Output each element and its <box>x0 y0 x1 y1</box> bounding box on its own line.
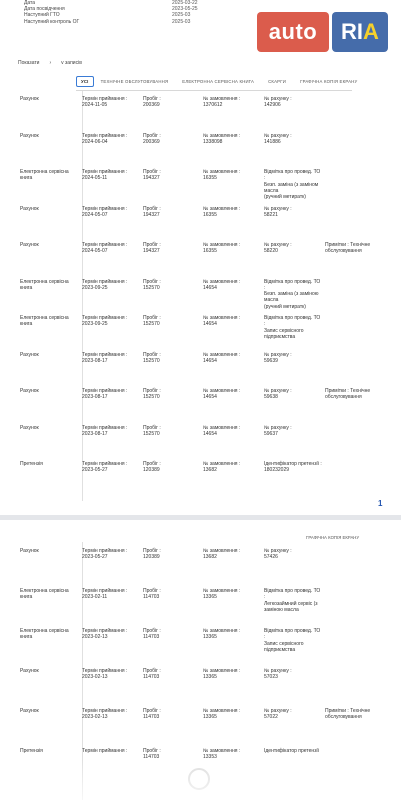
mileage: Пробіг : 114703 <box>143 668 161 681</box>
receive-date: Термін приймання : 2024-05-07 <box>82 205 128 218</box>
document-info: № рахунку : 57023 <box>264 668 292 681</box>
records-filter[interactable] <box>18 60 82 66</box>
order-number: № замовлення : 14654 <box>203 388 241 401</box>
header-line <box>24 19 198 25</box>
mileage: Пробіг : 194327 <box>143 169 161 182</box>
chevron-right-icon: › <box>49 60 52 66</box>
document-info: № рахунку : 142906 <box>264 96 292 109</box>
header-value: 2025-03-22 <box>172 0 198 6</box>
record-type: Електронна сервісна книга <box>20 588 69 601</box>
record-type: Рахунок <box>20 351 39 358</box>
mileage: Пробіг : 114703 <box>143 588 161 601</box>
order-number: № замовлення : 13365 <box>203 708 241 721</box>
header-label: Дата <box>24 0 36 6</box>
document-page-2 <box>0 520 401 800</box>
mileage: Пробіг : 200369 <box>143 132 161 145</box>
page-2-section-title: ГРАФІЧНА КОПІЯ ЕКРАНУ <box>306 535 360 540</box>
tab-0[interactable]: УСІ <box>76 76 94 87</box>
receive-date: Термін приймання : 2023-09-25 <box>82 278 128 291</box>
tabs-divider <box>76 90 352 91</box>
record-type: Рахунок <box>20 548 39 554</box>
order-number: № замовлення : 14654 <box>203 278 241 291</box>
receive-date: Термін приймання : 2023-02-13 <box>82 668 128 681</box>
order-number: № замовлення : 13682 <box>203 548 241 561</box>
document-info: № рахунку : 58220 <box>264 242 292 255</box>
receive-date: Термін приймання : 2023-08-17 <box>82 424 128 437</box>
record-type: Рахунок <box>20 668 39 674</box>
bottom-fade <box>0 760 401 800</box>
document-info: Відмітка про провед. ТО : Запис сервісного підприємства <box>264 315 321 340</box>
receive-date: Термін приймання : 2023-09-25 <box>82 315 128 328</box>
receive-date: Термін приймання : 2023-05-27 <box>82 548 128 561</box>
receive-date: Термін приймання : 2024-06-04 <box>82 132 128 145</box>
receive-date: Термін приймання : 2024-05-11 <box>82 169 128 182</box>
record-type: Рахунок <box>20 242 39 248</box>
record-type: Претензія <box>20 748 43 754</box>
order-number: № замовлення : 14654 <box>203 315 241 328</box>
mileage: Пробіг : 114703 <box>143 748 161 761</box>
record-note: Примітки : Технічне обслуговування <box>325 242 371 255</box>
order-number: № замовлення : 16355 <box>203 205 241 218</box>
mileage: Пробіг : 194327 <box>143 242 161 255</box>
record-type: Рахунок <box>20 424 39 431</box>
document-info: № рахунку : 141886 <box>264 132 292 145</box>
record-type: Рахунок <box>20 132 39 139</box>
order-number: № замовлення : 13365 <box>203 588 241 601</box>
document-info: Відмітка про провед. ТО : Безп. заміна (з заміною масла (ручний метиратк) <box>264 278 321 310</box>
filter-label: Показати <box>18 60 40 66</box>
history-tabs <box>76 76 364 87</box>
mileage: Пробіг : 114703 <box>143 628 161 641</box>
page-number[interactable]: 1 <box>378 499 383 508</box>
mileage: Пробіг : 120389 <box>143 461 161 474</box>
order-number: № замовлення : 13682 <box>203 461 241 474</box>
order-number: № замовлення : 16355 <box>203 169 241 182</box>
receive-date: Термін приймання : 2023-02-13 <box>82 708 128 721</box>
order-number: № замовлення : 13353 <box>203 748 241 761</box>
receive-date: Термін приймання : 2024-05-07 <box>82 242 128 255</box>
record-type: Електронна сервісна книга <box>20 315 69 328</box>
receive-date: Термін приймання : 2023-08-17 <box>82 388 128 401</box>
receive-date: Термін приймання : 2023-02-11 <box>82 588 128 601</box>
column-divider <box>82 91 83 501</box>
mileage: Пробіг : 152570 <box>143 351 161 364</box>
header-label: Наступний контроль ОГ <box>24 18 80 25</box>
tab-4[interactable]: ГРАФІЧНА КОПІЯ ЕКРАНУ <box>300 79 358 84</box>
receive-date: Термін приймання : 2024-11-05 <box>82 96 128 109</box>
receive-date: Термін приймання : <box>82 748 128 754</box>
document-info: № рахунку : 59638 <box>264 388 292 401</box>
mileage: Пробіг : 152570 <box>143 388 161 401</box>
receive-date: Термін приймання : 2023-05-27 <box>82 461 128 474</box>
mileage: Пробіг : 194327 <box>143 205 161 218</box>
record-type: Рахунок <box>20 708 39 714</box>
mileage: Пробіг : 152570 <box>143 278 161 291</box>
record-type: Електронна сервісна книга <box>20 169 69 182</box>
mileage: Пробіг : 120389 <box>143 548 161 561</box>
mileage: Пробіг : 152570 <box>143 424 161 437</box>
logo-auto-part: auto <box>257 12 329 52</box>
document-info: Відмітка про провед. ТО : Запис сервісного підприємства <box>264 628 321 653</box>
document-info: Відмітка про провед. ТО : Безп. заміна (з заміном масла (ручний метиратк) <box>264 169 321 201</box>
order-number: № замовлення : 1338098 <box>203 132 241 145</box>
receive-date: Термін приймання : 2023-02-13 <box>82 628 128 641</box>
record-note: Примітки : Технічне обслуговування <box>325 388 371 401</box>
record-type: Електронна сервісна книга <box>20 628 69 641</box>
record-type: Рахунок <box>20 205 39 212</box>
record-type: Рахунок <box>20 388 39 394</box>
header-value: 2025-03 <box>172 18 191 25</box>
document-info: № рахунку : 57022 <box>264 708 292 721</box>
record-note: Примітки : Технічне обслуговування <box>325 708 371 721</box>
header-value: 2025-03 <box>172 12 191 19</box>
mileage: Пробіг : 200369 <box>143 96 161 109</box>
record-type: Рахунок <box>20 96 39 102</box>
document-info: № рахунку : 57426 <box>264 548 292 561</box>
record-type: Електронна сервісна книга <box>20 278 69 291</box>
order-number: № замовлення : 16355 <box>203 242 241 255</box>
order-number: № замовлення : 14654 <box>203 424 241 437</box>
mileage: Пробіг : 114703 <box>143 708 161 721</box>
header-label: Наступний ГТО <box>24 12 60 19</box>
filter-select[interactable]: v записів <box>61 60 82 66</box>
order-number: № замовлення : 1370612 <box>203 96 241 109</box>
order-number: № замовлення : 14654 <box>203 351 241 364</box>
receive-date: Термін приймання : 2023-08-17 <box>82 351 128 364</box>
document-info: Ідентифікатор претензії : 180232029 <box>264 461 322 474</box>
order-number: № замовлення : 13365 <box>203 668 241 681</box>
autoria-logo[interactable] <box>257 12 388 52</box>
document-info: № рахунку : 59637 <box>264 424 292 437</box>
logo-ria-part: RI A <box>332 12 388 52</box>
tab-2[interactable]: ЕЛЕКТРОННА СЕРВІСНА КНИГА <box>182 79 255 84</box>
header-value: 2023-05-25 <box>172 6 198 13</box>
document-info: № рахунку : 59639 <box>264 351 292 364</box>
order-number: № замовлення : 13365 <box>203 628 241 641</box>
document-info: Ідентифікатор претензії <box>264 748 319 754</box>
mileage: Пробіг : 152570 <box>143 315 161 328</box>
record-type: Претензія <box>20 461 43 467</box>
document-info: № рахунку : 58221 <box>264 205 292 218</box>
tab-1[interactable]: ТЕХНІЧНЕ ОБСЛУГОВУВАННЯ <box>100 79 169 84</box>
header-label: Дата посвідчення <box>24 6 65 13</box>
vehicle-header <box>24 0 198 25</box>
tab-3[interactable]: СКАРГИ <box>268 79 287 84</box>
document-info: Відмітка про провед. ТО : Легкозаймний сервіс (з заміною масла <box>264 588 321 613</box>
